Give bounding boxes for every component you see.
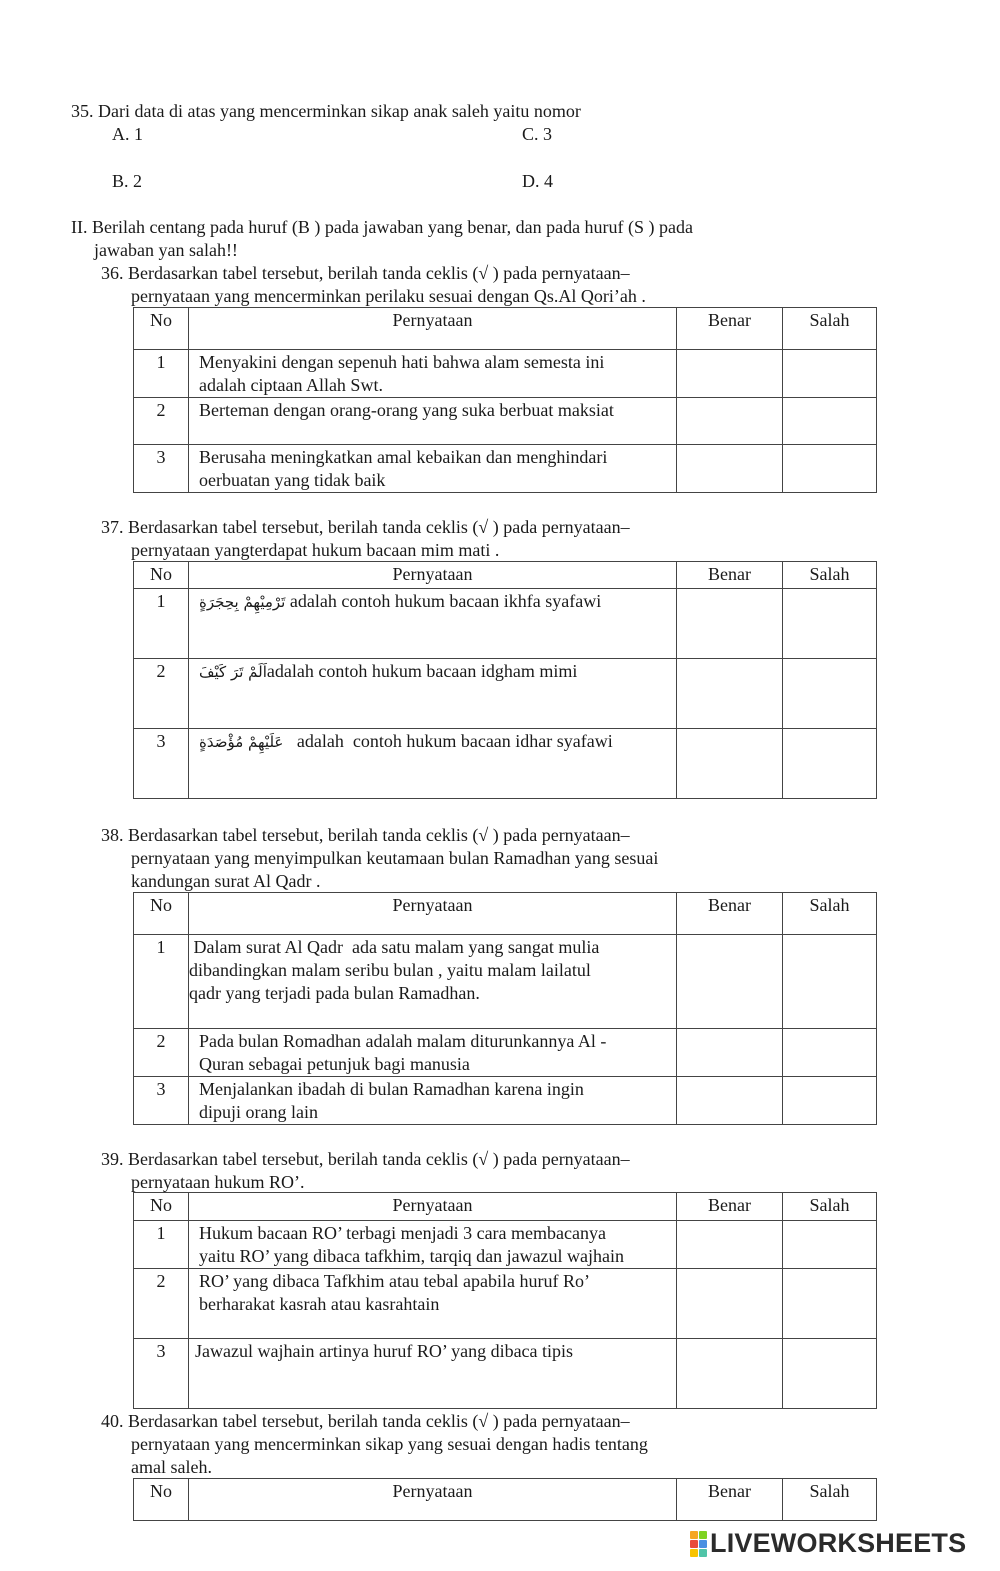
logo-square — [690, 1531, 698, 1539]
check-true-cell[interactable] — [677, 659, 783, 729]
check-false-cell[interactable] — [783, 589, 877, 659]
option-a[interactable]: A. 1 — [112, 124, 143, 144]
header-true: Benar — [677, 1479, 783, 1521]
question-40-cont: pernyataan yang mencerminkan sikap yang sesuai dengan hadis tentang — [131, 1434, 648, 1454]
check-false-cell[interactable] — [783, 659, 877, 729]
statement-line: Menyakini dengan sepenuh hati bahwa alam semesta ini — [199, 352, 605, 372]
table-q36 — [133, 307, 877, 493]
row-statement — [189, 398, 677, 445]
option-c[interactable]: C. 3 — [522, 124, 553, 144]
statement-line: Jawazul wajhain artinya huruf RO’ yang dibaca tipis — [195, 1341, 574, 1361]
table-q40 — [133, 1478, 877, 1521]
table-header-row — [134, 562, 877, 589]
row-number: 2 — [134, 1029, 189, 1077]
row-number: 3 — [134, 1077, 189, 1125]
header-no: No — [134, 893, 189, 935]
question-40-cont-2: amal saleh. — [131, 1457, 212, 1477]
header-statement: Pernyataan — [189, 308, 677, 350]
header-false: Salah — [783, 1479, 877, 1521]
table-header-row — [134, 1479, 877, 1521]
check-true-cell[interactable] — [677, 1339, 783, 1409]
row-number: 1 — [134, 350, 189, 398]
row-number: 3 — [134, 445, 189, 493]
header-no: No — [134, 308, 189, 350]
table-q37 — [133, 561, 877, 799]
logo-square — [699, 1549, 707, 1557]
liveworksheets-logo — [690, 1528, 966, 1559]
logo-square — [699, 1540, 707, 1548]
section-2-instruction: II. Berilah centang pada huruf (B ) pada jawaban yang benar, dan pada huruf (S ) pada — [71, 217, 694, 237]
check-true-cell[interactable] — [677, 1221, 783, 1269]
header-false: Salah — [783, 308, 877, 350]
row-statement — [189, 1339, 677, 1409]
option-d[interactable]: D. 4 — [522, 171, 553, 191]
row-statement — [189, 1029, 677, 1077]
row-number: 1 — [134, 589, 189, 659]
statement-line: Berteman dengan orang-orang yang suka berbuat maksiat — [199, 400, 614, 420]
header-statement: Pernyataan — [189, 893, 677, 935]
row-statement — [189, 1269, 677, 1339]
question-37: 37. Berdasarkan tabel tersebut, berilah tanda ceklis (√ ) pada pernyataan– — [101, 517, 630, 537]
logo-text: LIVEWORKSHEETS — [710, 1528, 967, 1558]
table-header-row — [134, 308, 877, 350]
table-row — [134, 1029, 877, 1077]
check-true-cell[interactable] — [677, 589, 783, 659]
statement-text: adalah contoh hukum bacaan idhar syafawi — [283, 731, 613, 751]
statement-line: dibandingkan malam seribu bulan , yaitu malam lailatul — [189, 960, 591, 980]
logo-square — [699, 1531, 707, 1539]
table-header-row — [134, 1193, 877, 1221]
row-statement — [189, 1077, 677, 1125]
arabic-text: عَلَيْهِمْ مُؤْصَدَةٍ — [199, 733, 284, 751]
check-false-cell[interactable] — [783, 1339, 877, 1409]
header-statement: Pernyataan — [189, 1479, 677, 1521]
row-statement — [189, 659, 677, 729]
check-false-cell[interactable] — [783, 350, 877, 398]
header-no: No — [134, 562, 189, 589]
row-statement — [189, 589, 677, 659]
logo-mark-icon — [690, 1531, 707, 1557]
row-statement — [189, 350, 677, 398]
question-40: 40. Berdasarkan tabel tersebut, berilah tanda ceklis (√ ) pada pernyataan– — [101, 1411, 630, 1431]
table-row — [134, 659, 877, 729]
question-39-cont: pernyataan hukum RO’. — [131, 1172, 305, 1192]
statement-line: Quran sebagai petunjuk bagi manusia — [199, 1054, 470, 1074]
arabic-text: تَرْمِيْهِمْ بِحِجَرَةٍ — [199, 593, 286, 611]
check-true-cell[interactable] — [677, 350, 783, 398]
header-no: No — [134, 1193, 189, 1221]
statement-line: berharakat kasrah atau kasrahtain — [199, 1294, 440, 1314]
table-row — [134, 350, 877, 398]
header-no: No — [134, 1479, 189, 1521]
header-true: Benar — [677, 1193, 783, 1221]
check-false-cell[interactable] — [783, 445, 877, 493]
row-number: 1 — [134, 935, 189, 1029]
table-row — [134, 398, 877, 445]
statement-line: yaitu RO’ yang dibaca tafkhim, tarqiq dan jawazul wajhain — [199, 1246, 625, 1266]
row-number: 2 — [134, 659, 189, 729]
statement-line: Berusaha meningkatkan amal kebaikan dan menghindari — [199, 447, 608, 467]
table-row — [134, 589, 877, 659]
header-true: Benar — [677, 308, 783, 350]
check-false-cell[interactable] — [783, 935, 877, 1029]
question-38-cont: pernyataan yang menyimpulkan keutamaan bulan Ramadhan yang sesuai — [131, 848, 659, 868]
statement-line: qadr yang terjadi pada bulan Ramadhan. — [189, 983, 480, 1003]
table-row — [134, 1221, 877, 1269]
row-statement — [189, 445, 677, 493]
check-true-cell[interactable] — [677, 1269, 783, 1339]
row-statement — [189, 729, 677, 799]
question-36-cont: pernyataan yang mencerminkan perilaku sesuai dengan Qs.Al Qori’ah . — [131, 286, 646, 306]
row-number: 2 — [134, 398, 189, 445]
logo-square — [690, 1540, 698, 1548]
statement-line: RO’ yang dibaca Tafkhim atau tebal apabila huruf Ro’ — [199, 1271, 590, 1291]
table-row — [134, 729, 877, 799]
row-number: 3 — [134, 1339, 189, 1409]
header-statement: Pernyataan — [189, 1193, 677, 1221]
row-number: 2 — [134, 1269, 189, 1339]
check-true-cell[interactable] — [677, 1077, 783, 1125]
table-header-row — [134, 893, 877, 935]
question-39: 39. Berdasarkan tabel tersebut, berilah tanda ceklis (√ ) pada pernyataan– — [101, 1149, 630, 1169]
statement-line: dipuji orang lain — [199, 1102, 318, 1122]
check-false-cell[interactable] — [783, 398, 877, 445]
logo-square — [690, 1549, 698, 1557]
statement-text: adalah contoh hukum bacaan idgham mimi — [266, 661, 578, 681]
header-true: Benar — [677, 562, 783, 589]
table-row — [134, 1339, 877, 1409]
check-true-cell[interactable] — [677, 729, 783, 799]
question-38-cont-2: kandungan surat Al Qadr . — [131, 871, 321, 891]
header-false: Salah — [783, 562, 877, 589]
table-row — [134, 445, 877, 493]
row-statement — [189, 1221, 677, 1269]
arabic-text: اَلَمْ تَرَ كَيْفَ — [199, 663, 267, 681]
check-false-cell[interactable] — [783, 1077, 877, 1125]
statement-line: Dalam surat Al Qadr ada satu malam yang sangat mulia — [189, 937, 600, 957]
table-row — [134, 1077, 877, 1125]
check-false-cell[interactable] — [783, 729, 877, 799]
row-number: 1 — [134, 1221, 189, 1269]
statement-line: Hukum bacaan RO’ terbagi menjadi 3 cara membacanya — [199, 1223, 606, 1243]
section-2-instruction-cont: jawaban yan salah!! — [94, 240, 238, 260]
row-number: 3 — [134, 729, 189, 799]
check-false-cell[interactable] — [783, 1221, 877, 1269]
statement-line: oerbuatan yang tidak baik — [199, 470, 386, 490]
statement-line: Menjalankan ibadah di bulan Ramadhan karena ingin — [199, 1079, 584, 1099]
option-b[interactable]: B. 2 — [112, 171, 143, 191]
statement-line: adalah ciptaan Allah Swt. — [199, 375, 383, 395]
check-true-cell[interactable] — [677, 1029, 783, 1077]
table-row — [134, 1269, 877, 1339]
header-false: Salah — [783, 1193, 877, 1221]
statement-line: Pada bulan Romadhan adalah malam diturunkannya Al - — [199, 1031, 607, 1051]
question-38: 38. Berdasarkan tabel tersebut, berilah tanda ceklis (√ ) pada pernyataan– — [101, 825, 630, 845]
header-statement: Pernyataan — [189, 562, 677, 589]
check-false-cell[interactable] — [783, 1029, 877, 1077]
check-true-cell[interactable] — [677, 935, 783, 1029]
table-q38 — [133, 892, 877, 1125]
check-true-cell[interactable] — [677, 445, 783, 493]
header-true: Benar — [677, 893, 783, 935]
check-false-cell[interactable] — [783, 1269, 877, 1339]
table-row — [134, 935, 877, 1029]
header-false: Salah — [783, 893, 877, 935]
question-36: 36. Berdasarkan tabel tersebut, berilah tanda ceklis (√ ) pada pernyataan– — [101, 263, 630, 283]
statement-text: adalah contoh hukum bacaan ikhfa syafawi — [285, 591, 602, 611]
check-true-cell[interactable] — [677, 398, 783, 445]
table-q39 — [133, 1192, 877, 1409]
question-35: 35. Dari data di atas yang mencerminkan sikap anak saleh yaitu nomor — [71, 101, 581, 121]
row-statement — [189, 935, 677, 1029]
question-37-cont: pernyataan yangterdapat hukum bacaan mim mati . — [131, 540, 500, 560]
